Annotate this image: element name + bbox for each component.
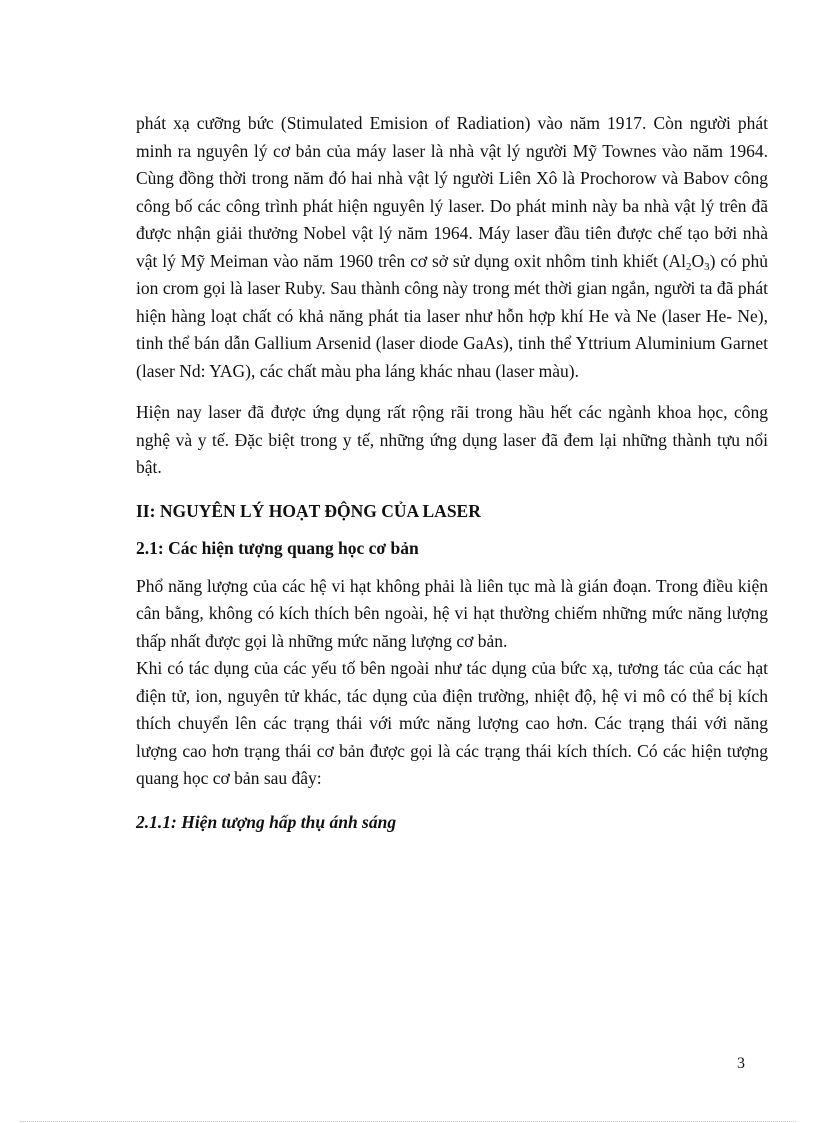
paragraph-excitation: Khi có tác dụng của các yếu tố bên ngoài như tác dụng của bức xạ, tương tác của các hạt điện tử, ion, nguyên tử khác, tác dụng của điện trường, nhiệt độ, hệ vi mô có thể bị kích thích chuyển lên các trạng thái với mức năng lượng cao hơn. Các trạng thái với năng lượng cao hơn trạng thái cơ bản được gọi là các trạng thái kích thích. Có các hiện tượng quang học cơ bản sau đây: (136, 658, 768, 788)
paragraph-laser-history (136, 110, 768, 385)
page-number: 3 (737, 1055, 745, 1072)
formula-al2o3 (669, 251, 710, 271)
subsubsection-heading: 2.1.1: Hiện tượng hấp thụ ánh sáng (136, 811, 397, 832)
section-heading: II: NGUYÊN LÝ HOẠT ĐỘNG CỦA LASER (136, 500, 481, 521)
paragraph-energy-spectrum: Phổ năng lượng của các hệ vi hạt không phải là liên tục mà là gián đoạn. Trong điều kiện cân bằng, không có kích thích bên ngoài, hệ vi hạt thường chiếm những mức năng lượng thấp nhất được gọi là những mức năng lượng cơ bản. (136, 575, 768, 651)
document-body (136, 110, 768, 836)
page-bottom-divider (20, 1121, 796, 1122)
formula-o: O (691, 250, 705, 271)
formula-al-subscript: 2 (686, 260, 692, 273)
paragraph-laser-history-text: phát xạ cưỡng bức (Stimulated Emision of Radiation) vào năm 1917. Còn người phát minh ra nguyên lý cơ bản của máy laser là nhà vật lý người Mỹ Townes vào năm 1964. Cùng đồng thời trong năm đó hai nhà vật lý người Liên Xô là Prochorow và Babov công công bố các công trình phát hiện nguyên lý laser. Do phát minh này ba nhà vật lý trên đã được nhận giải thưởng Nobel vật lý năm 1964. Máy laser đầu tiên được chế tạo bởi nhà vật lý Mỹ Meiman vào năm 1960 trên cơ sở sử dụng oxit nhôm tinh khiết ( (136, 113, 768, 271)
paragraph-laser-applications: Hiện nay laser đã được ứng dụng rất rộng rãi trong hầu hết các ngành khoa học, công nghệ và y tế. Đặc biệt trong y tế, những ứng dụng laser đã đem lại những thành tựu nổi bật. (136, 402, 768, 477)
subsection-heading: 2.1: Các hiện tượng quang học cơ bản (136, 538, 419, 558)
paragraph-laser-history-end: ) có phủ ion crom gọi là laser Ruby. Sau thành công này trong mét thời gian ngắn, người ta đã phát hiện hàng loạt chất có khả năng phát tia laser như hỗn hợp khí He và Ne (laser He- Ne), tinh thể bán dẫn Gallium Arsenid (laser diode GaAs), tinh thể Yttrium Aluminium Garnet (laser Nd: YAG), các chất màu pha láng khác nhau (laser màu). (136, 250, 768, 381)
formula-al: Al (668, 250, 687, 271)
formula-o-subscript: 3 (704, 260, 710, 273)
